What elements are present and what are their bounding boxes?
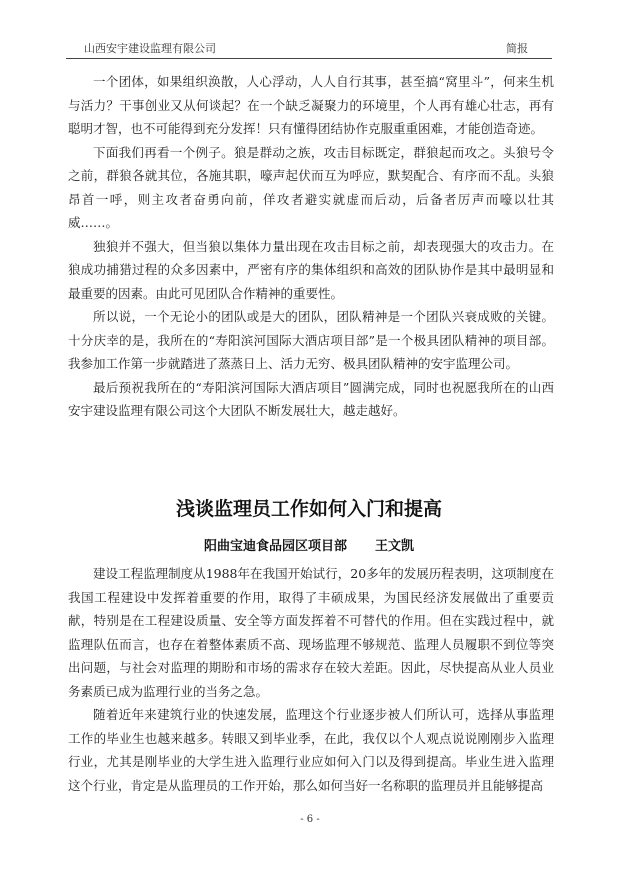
body-paragraph: 建设工程监理制度从1988年在我国开始试行，20多年的发展历程表明，这项制度在我国工程建设中发挥着重要的作用，取得了丰硕成果，为国民经济发展做出了重要贡献，特别是在工程建设质量、安全等方面发挥着不可替代的作用。但在实践过程中，就监理队伍而言，也存在着整体素质不高、现场监理不够规范、监理人员履职不到位等突出问题，与社会对监理的期盼和市场的需求存在较大差距。因此，尽快提高从业人员业务素质已成为监理行业的当务之急。 — [68, 566, 554, 699]
previous-article-body — [68, 70, 554, 423]
article-byline — [66, 537, 552, 557]
body-paragraph: 独狼并不强大，但当狼以集体力量出现在攻击目标之前，却表现强大的攻击力。在狼成功捕猎过程的众多因素中，严密有序的集体组织和高效的团队协作是其中最明显和最重要的因素。由此可见团队合作精神的重要性。 — [68, 238, 554, 301]
body-paragraph: 所以说，一个无论小的团队或是大的团队，团队精神是一个团队兴衰成败的关键。十分庆幸的是，我所在的“寿阳滨河国际大酒店项目部”是一个极具团队精神的项目部。我参加工作第一步就踏进了蒸蒸日上、活力无穷、极具团队精神的安宇监理公司。 — [68, 309, 554, 371]
page-header — [66, 40, 552, 58]
header-section-name: 简报 — [506, 42, 528, 55]
body-paragraph: 随着近年来建筑行业的快速发展，监理这个行业逐步被人们所认可，选择从事监理工作的毕业生也越来越多。转眼又到毕业季，在此，我仅以个人观点说说刚刚步入监理行业，尤其是刚毕业的大学生进入监理行业应如何入门以及得到提高。毕业生进入监理这个行业，肯定是从监理员的工作开始，那么如何当好一名称职的监理员并且能够提高 — [68, 707, 554, 793]
body-paragraph: 一个团体，如果组织涣散，人心浮动，人人自行其事，甚至搞“窝里斗”，何来生机与活力？干事创业又从何谈起？在一个缺乏凝聚力的环境里，个人再有雄心壮志，再有聪明才智，也不可能得到充分发挥！只有懂得团结协作克服重重困难，才能创造奇迹。 — [68, 74, 554, 136]
byline-department: 阳曲宝迪食品园区项目部 — [203, 539, 347, 554]
byline-author: 王文凯 — [375, 539, 415, 554]
article-body — [68, 562, 554, 797]
header-rule — [66, 58, 552, 59]
page-number: - 6 - — [300, 814, 320, 825]
body-paragraph: 下面我们再看一个例子。狼是群动之族，攻击目标既定，群狼起而攻之。头狼号令之前，群狼各就其位，各施其职，嚎声起伏而互为呼应，默契配合、有序而不乱。头狼昂首一呼，则主攻者奋勇向前，佯攻者避实就虚而后动，后备者厉声而嚎以壮其威……。 — [68, 144, 554, 230]
article-title: 浅谈监理员工作如何入门和提高 — [175, 498, 442, 520]
header-company-name: 山西安宇建设监理有限公司 — [84, 42, 216, 55]
body-paragraph: 最后预祝我所在的“寿阳滨河国际大酒店项目”圆满完成，同时也祝愿我所在的山西安宇建设监理有限公司这个大团队不断发展壮大，越走越好。 — [68, 379, 554, 418]
